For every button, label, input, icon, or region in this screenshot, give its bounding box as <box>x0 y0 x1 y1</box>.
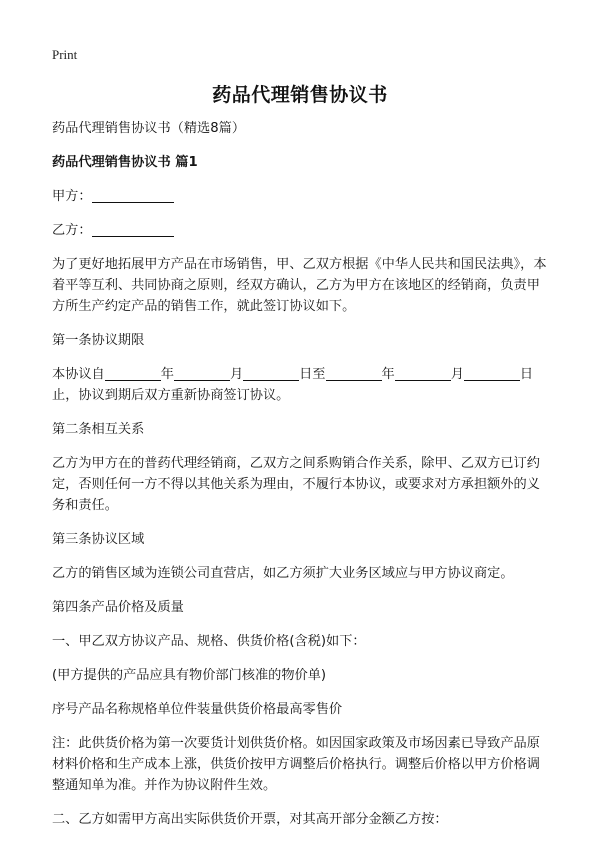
article1-month: 月 <box>229 367 244 382</box>
end-month-blank <box>395 365 451 381</box>
article2-body: 乙方为甲方在的普药代理经销商，乙双方之间系购销合作关系，除甲、乙双方已订约定，否则任何一方不得以其他关系为理由，不履行本协议，或要求对方承担额外的义务和责任。 <box>52 456 540 513</box>
article4-note: 注：此供货价格为第一次要货计划供货价格。如因国家政策及市场因素已导致产品原材料价格和生产成本上涨，供货价按甲方调整后价格执行。调整后价格以甲方价格调整通知单为准。并作为协议附件生效。 <box>52 736 540 793</box>
article1-title: 第一条协议期限 <box>52 333 145 348</box>
article2-title: 第二条相互关系 <box>52 422 145 437</box>
article1-year2: 年 <box>381 367 395 382</box>
party-a-label: 甲方： <box>52 189 92 204</box>
article3-body: 乙方的销售区域为连锁公司直营店，如乙方须扩大业务区域应与甲方协议商定。 <box>52 566 514 581</box>
end-day-blank <box>464 365 520 381</box>
article4-item1: 一、甲乙双方协议产品、规格、供货价格(含税)如下： <box>52 634 366 649</box>
article3-title: 第三条协议区域 <box>52 532 145 547</box>
article1-body <box>52 364 552 406</box>
document-subtitle: 药品代理销售协议书（精选8篇） <box>52 121 246 136</box>
start-day-blank <box>243 365 299 381</box>
article4-item2: 二、乙方如需甲方高出实际供货价开票，对其高开部分金额乙方按： <box>52 812 448 827</box>
party-b-blank <box>92 221 174 237</box>
article1-month2: 月 <box>450 367 464 382</box>
party-b-label: 乙方： <box>52 223 92 238</box>
article4-price-note: (甲方提供的产品应具有物价部门核准的物价单) <box>52 668 327 683</box>
intro-paragraph: 为了更好地拓展甲方产品在市场销售，甲、乙双方根据《中华人民共和国民法典》，本着平等互利、共同协商之原则，经双方确认，乙方为甲方在该地区的经销商，负责甲方所生产约定产品的销售工作，就此签订协议如下。 <box>52 257 547 314</box>
start-year-blank <box>105 365 161 381</box>
party-b-line <box>52 220 552 241</box>
article4-table-header: 序号产品名称规格单位件装量供货价格最高零售价 <box>52 702 343 717</box>
print-link[interactable]: Print <box>52 47 78 62</box>
section-heading: 药品代理销售协议书 篇1 <box>52 155 198 170</box>
article1-prefix: 本协议自 <box>52 367 105 382</box>
end-year-blank <box>326 365 382 381</box>
document-title: 药品代理销售协议书 <box>212 84 388 106</box>
party-a-line <box>52 186 552 207</box>
article4-title: 第四条产品价格及质量 <box>52 600 184 615</box>
article1-end: 日止 <box>52 367 534 403</box>
article1-year: 年 <box>160 367 174 382</box>
party-a-blank <box>92 187 174 203</box>
article1-day-to: 日至 <box>299 367 326 382</box>
start-month-blank <box>174 365 230 381</box>
document-body <box>52 118 552 843</box>
article1-continuation: ，协议到期后双方重新协商签订协议。 <box>65 388 290 403</box>
